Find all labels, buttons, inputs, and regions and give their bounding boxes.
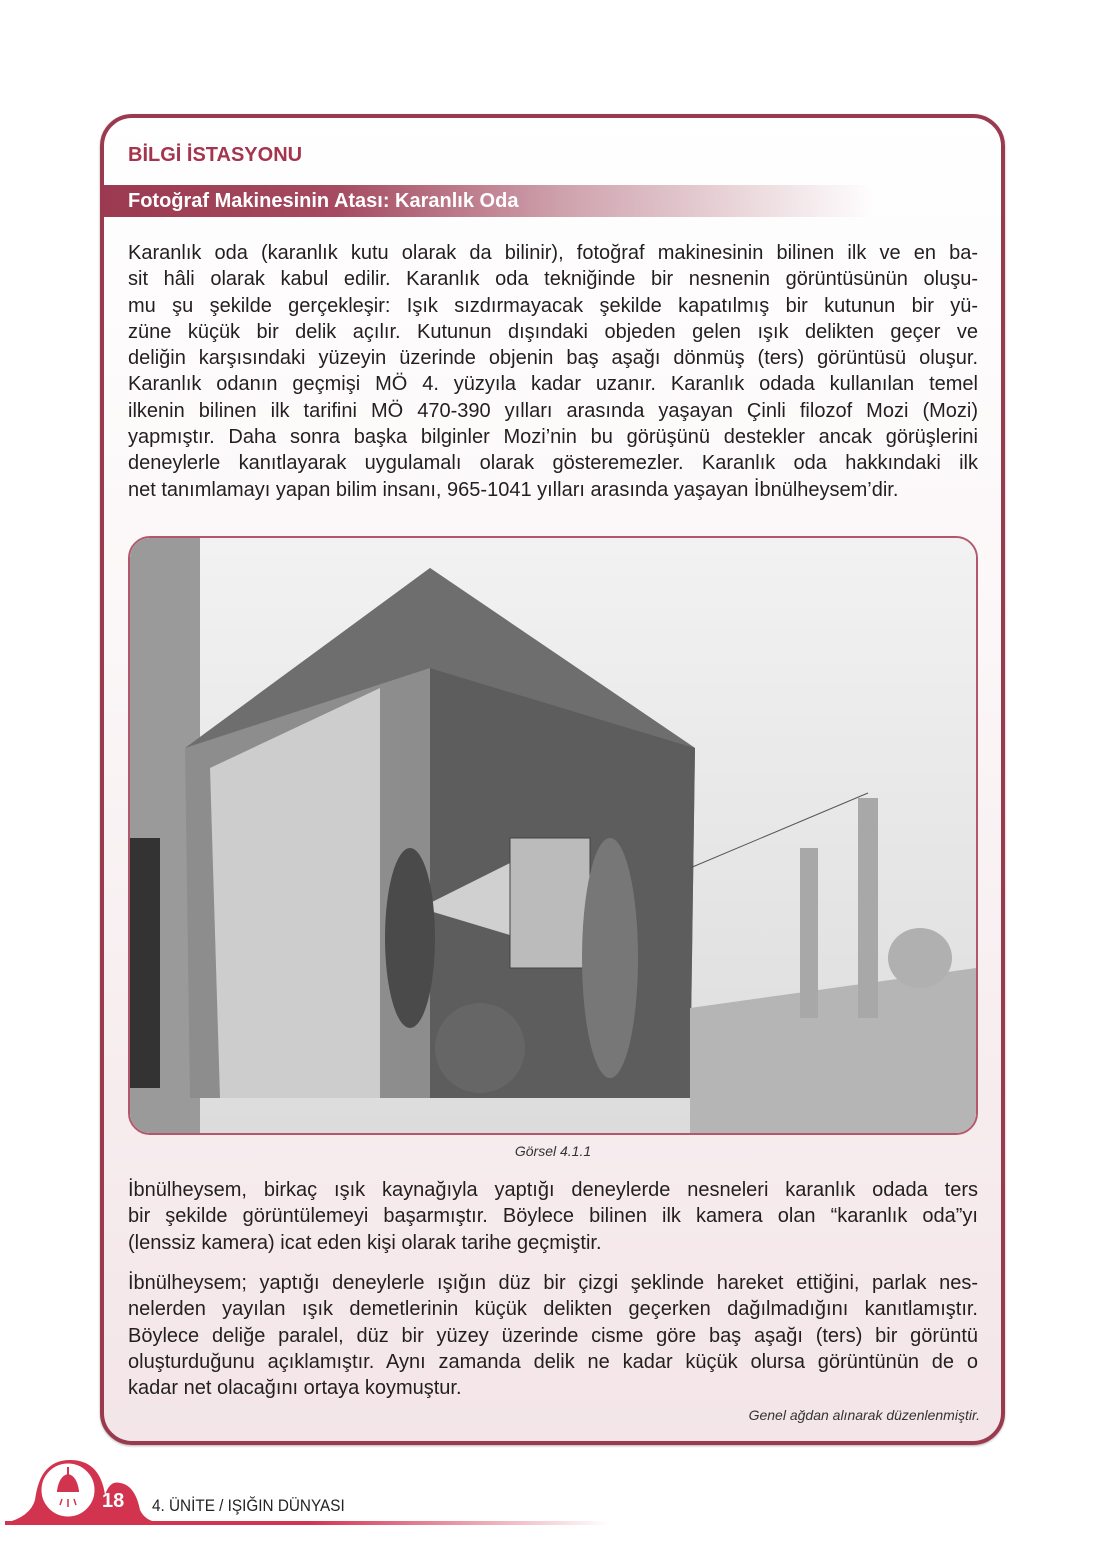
text-line: İbnülheysem; yaptığı deneylerle ışığın düz bir çizgi şeklinde hareket ettiğini, parlak nes- — [128, 1272, 978, 1294]
paragraph-ibn-haytham-1 — [128, 1177, 978, 1256]
lamp-logo-icon — [0, 1455, 160, 1527]
text-line: İbnülheysem, birkaç ışık kaynağıyla yaptığı deneylerde nesneleri karanlık odada ters — [128, 1179, 978, 1201]
paragraph-ibn-haytham-2 — [128, 1270, 978, 1401]
text-line: sit hâli olarak kabul edilir. Karanlık oda tekniğinde bir nesnenin görüntüsünün oluşu- — [128, 268, 978, 291]
text-line: züne küçük bir delik açılır. Kutunun dışındaki objeden gelen ışık delikten geçer ve — [128, 320, 978, 343]
text-line: yapmıştır. Daha sonra başka bilginler Mozi’nin bu görüşünü destekler ancak görüşlerini — [128, 426, 978, 449]
text-line: Karanlık odanın geçmişi MÖ 4. yüzyıla kadar uzanır. Karanlık odada kullanılan temel — [128, 373, 978, 396]
text-line: oluşturduğunu açıklamıştır. Aynı zamanda delik ne kadar küçük olursa görüntünün de o — [128, 1350, 978, 1373]
text-line: bir şekilde görüntülemeyi başarmıştır. Böylece bilinen ilk kamera olan “karanlık oda”yı — [128, 1205, 978, 1228]
text-line: nelerden yayılan ışık demetlerinin küçük delikten geçerken dağılmadığını kanıtlamıştır. — [128, 1298, 978, 1321]
paragraph-intro — [128, 240, 978, 503]
text-line: deliğin karşısındaki yüzeyin üzerinde objenin baş aşağı dönmüş (ters) görüntüsü oluşur. — [128, 347, 978, 370]
text-line: Böylece deliğe paralel, düz bir yüzey üzerinde cisme göre baş aşağı (ters) bir görüntü — [128, 1324, 978, 1347]
illustration-sketch — [130, 538, 976, 1133]
text-line: deneylerle kanıtlayarak uygulamalı olarak gösteremezler. Karanlık oda hakkındaki ilk — [128, 452, 978, 475]
text-line: ilkenin bilinen ilk tarifini MÖ 470-390 yılları arasında yaşayan Çinli filozof Mozi (Mozi) — [128, 399, 978, 422]
text-line: kadar net olacağını ortaya koymuştur. — [128, 1377, 462, 1400]
figure-caption: Görsel 4.1.1 — [514, 1143, 592, 1159]
box-title: BİLGİ İSTASYONU — [128, 144, 303, 166]
unit-title: 4. ÜNİTE / IŞIĞIN DÜNYASI — [152, 1496, 345, 1515]
text-line: (lenssiz kamera) icat eden kişi olarak tarihe geçmiştir. — [128, 1231, 602, 1254]
source-note: Genel ağdan alınarak düzenlenmiştir. — [748, 1407, 980, 1423]
text-line: Karanlık oda (karanlık kutu olarak da bilinir), fotoğraf makinesinin bilinen ilk ve en ba- — [128, 242, 978, 264]
camera-obscura-illustration — [128, 536, 978, 1135]
page-number: 18 — [102, 1490, 125, 1512]
text-line: mu şu şekilde gerçekleşir: Işık sızdırmayacak şekilde kapatılmış bir kutunun bir yü- — [128, 294, 978, 317]
text-line: net tanımlamayı yapan bilim insanı, 965-1041 yılları arasında yaşayan İbnülheysem’dir. — [128, 478, 899, 501]
footer-rule — [5, 1521, 610, 1525]
subtitle-band — [104, 185, 874, 217]
box-subtitle: Fotoğraf Makinesinin Atası: Karanlık Oda — [128, 190, 519, 212]
